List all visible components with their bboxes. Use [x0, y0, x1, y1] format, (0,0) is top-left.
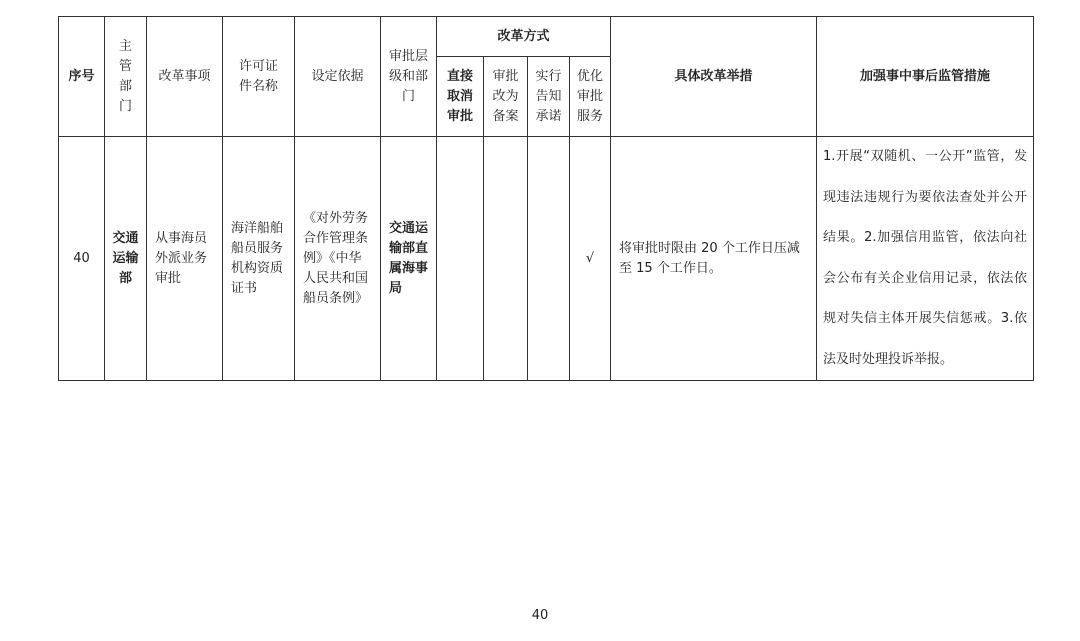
cell-seq: 40: [59, 137, 105, 381]
header-level: 审批层级和部门: [381, 17, 437, 137]
cell-supervision: 1.开展“双随机、一公开”监管，发现违法违规行为要依法查处并公开结果。2.加强信用监管，依法向社会公布有关企业信用记录，依法依规对失信主体开展失信惩戒。3.依法及时处理投诉举报。: [817, 137, 1034, 381]
header-mode-optimize: 优化审批服务: [570, 57, 611, 137]
header-basis: 设定依据: [295, 17, 381, 137]
cell-mode-notify: [528, 137, 570, 381]
header-license: 许可证件名称: [223, 17, 295, 137]
page-number: 40: [531, 608, 549, 623]
reform-table: [58, 16, 1034, 381]
cell-mode-filing: [484, 137, 528, 381]
cell-mode-optimize-check: √: [570, 137, 611, 381]
header-mode-notify: 实行告知承诺: [528, 57, 570, 137]
table-row: [59, 137, 1034, 381]
header-measures: 具体改革举措: [611, 17, 817, 137]
header-dept: 主管部门: [105, 17, 147, 137]
header-supervision: 加强事中事后监管措施: [817, 17, 1034, 137]
header-seq: 序号: [59, 17, 105, 137]
cell-mode-cancel: [437, 137, 484, 381]
header-row-main: [59, 17, 1034, 57]
cell-level: 交通运输部直属海事局: [381, 137, 437, 381]
cell-license: 海洋船舶船员服务机构资质证书: [223, 137, 295, 381]
cell-measures: 将审批时限由 20 个工作日压减至 15 个工作日。: [611, 137, 817, 381]
header-reform-mode: 改革方式: [437, 17, 611, 57]
cell-basis: 《对外劳务合作管理条例》《中华人民共和国船员条例》: [295, 137, 381, 381]
cell-item: 从事海员外派业务审批: [147, 137, 223, 381]
header-mode-cancel: 直接取消审批: [437, 57, 484, 137]
header-item: 改革事项: [147, 17, 223, 137]
header-mode-filing: 审批改为备案: [484, 57, 528, 137]
cell-dept: 交通运输部: [105, 137, 147, 381]
